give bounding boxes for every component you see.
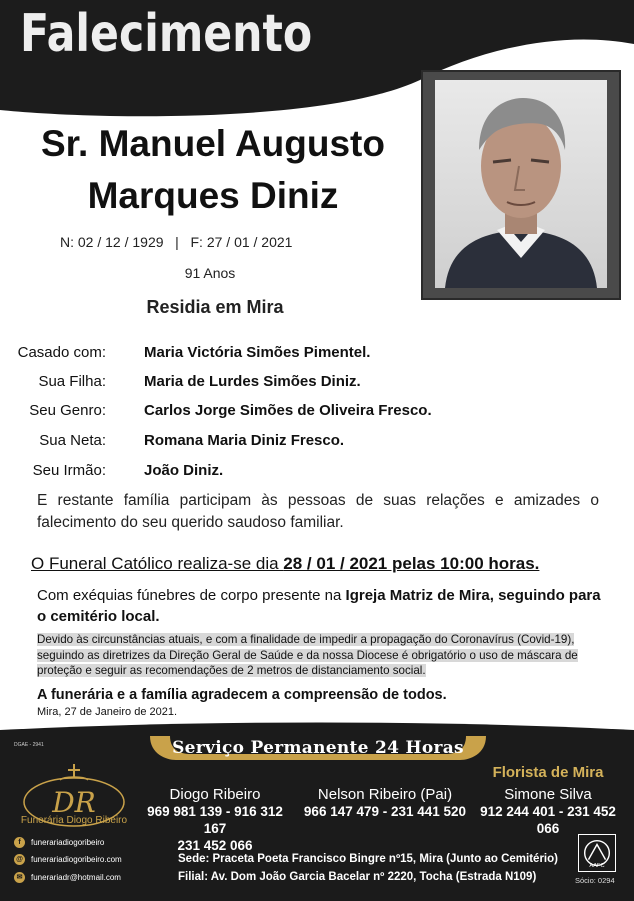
contact-website[interactable] — [14, 853, 122, 867]
family-relation-label: Sua Neta: — [39, 432, 106, 449]
family-member-name: Romana Maria Diniz Fresco. — [144, 432, 345, 449]
portrait-photo — [435, 80, 607, 288]
family-row — [0, 344, 600, 364]
person-phone: 231 452 066 — [177, 838, 253, 853]
aafc-logo — [578, 834, 616, 872]
funeral-date-time: 28 / 01 / 2021 pelas 10:00 horas. — [283, 554, 540, 573]
person-name: Simone Silva — [504, 786, 592, 803]
exequias-place: Igreja Matriz de Mira, seguindo para o cemitério local. — [37, 587, 601, 625]
family-relation-label: Seu Irmão: — [32, 462, 106, 479]
place-date: Mira, 27 de Janeiro de 2021. — [37, 706, 178, 718]
deceased-name-line1: Sr. Manuel Augusto — [41, 123, 385, 164]
birth-death-dates: N: 02 / 12 / 1929 | F: 27 / 01 / 2021 — [60, 234, 293, 250]
portrait-frame — [421, 70, 621, 300]
contact-text: funerariadr@hotmail.com — [31, 873, 121, 882]
person-phone: 912 244 401 - 231 452 066 — [480, 804, 616, 836]
aafc-label: AAFC — [589, 863, 605, 870]
contact-person-simone — [472, 786, 624, 837]
exequias-text — [37, 585, 603, 627]
person-phone: 966 147 479 - 231 441 520 — [303, 804, 467, 819]
exequias-intro: Com exéquias fúnebres de corpo presente na — [37, 587, 346, 604]
socio-number: Sócio: 0294 — [575, 876, 615, 885]
logo-initials: DR — [52, 786, 96, 819]
contact-person-diogo — [140, 786, 290, 854]
person-name: Diogo Ribeiro — [169, 786, 261, 803]
residence: Residia em Mira — [146, 297, 284, 317]
covid-notice-text: Devido às circunstâncias atuais, e com a finalidade de impedir a propagação do Coronavírus (Covid-19), seguindo as diretrizes da Direção Geral de Saúde e da nossa Diocese é obrigatório o uso de máscara de proteção e seguir as recomendações de 2 metros de distanciamento social. — [37, 633, 578, 677]
family-member-name: Maria de Lurdes Simões Diniz. — [144, 373, 361, 390]
family-relation-label: Casado com: — [17, 344, 106, 361]
web-icon: @ — [14, 854, 25, 865]
contact-facebook[interactable] — [14, 836, 104, 850]
header-title: Falecimento — [20, 4, 313, 64]
family-row — [0, 432, 600, 452]
announcement-text: E restante família participam às pessoas de suas relações e amizades o falecimento do seu querido saudoso familiar. — [37, 492, 599, 531]
funeral-info — [31, 554, 611, 574]
person-name: Nelson Ribeiro (Pai) — [317, 786, 453, 803]
service-banner: Serviço Permanente 24 Horas — [172, 738, 464, 758]
dgae-code: DGAE - 2941 — [14, 742, 44, 748]
florist-name: Florista de Mira — [492, 764, 604, 781]
family-row — [0, 402, 600, 422]
funeral-prefix: O Funeral Católico realiza-se dia — [31, 554, 284, 573]
thanks-text: A funerária e a família agradecem a compreensão de todos. — [37, 687, 447, 703]
contact-text: funerariadiogoribeiro.com — [31, 855, 122, 864]
covid-notice — [37, 632, 603, 679]
email-icon: ✉ — [14, 872, 25, 883]
family-relation-label: Seu Genro: — [29, 402, 106, 419]
family-relation-label: Sua Filha: — [38, 373, 106, 390]
person-phone: 969 981 139 - 916 312 167 — [147, 804, 283, 836]
facebook-icon: f — [14, 837, 25, 848]
address-sede: Sede: Praceta Poeta Francisco Bingre nº15, Mira (Junto ao Cemitério) — [178, 853, 558, 865]
family-row — [0, 462, 600, 482]
deceased-name-line2: Marques Diniz — [87, 175, 339, 216]
logo-caption: Funerária Diogo Ribeiro — [20, 815, 128, 826]
age: 91 Anos — [184, 265, 236, 281]
contact-person-nelson — [300, 786, 470, 820]
family-member-name: Maria Victória Simões Pimentel. — [144, 344, 371, 361]
family-member-name: Carlos Jorge Simões de Oliveira Fresco. — [144, 402, 432, 419]
address-filial: Filial: Av. Dom João Garcia Bacelar nº 2220, Tocha (Estrada N109) — [178, 871, 537, 883]
family-member-name: João Diniz. — [144, 462, 224, 479]
contact-text: funerariadiogoribeiro — [31, 838, 105, 847]
contact-email[interactable] — [14, 871, 121, 885]
family-row — [0, 373, 600, 393]
